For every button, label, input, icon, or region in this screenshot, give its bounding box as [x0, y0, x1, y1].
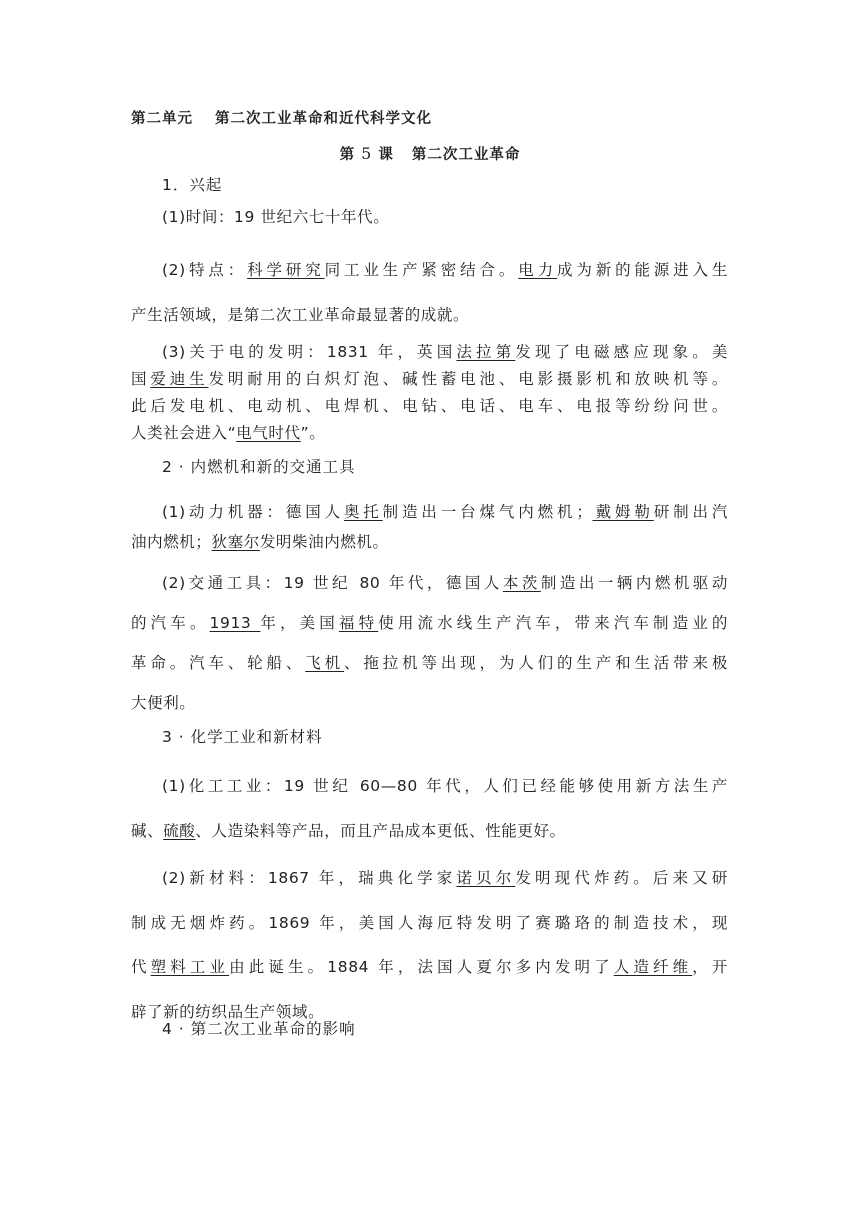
- section-heading-engine: 2 · 内燃机和新的交通工具: [162, 458, 356, 476]
- answer-blank: 飞机: [305, 654, 344, 672]
- paragraph-transport: (2)交通工具：19 世纪 80 年代，德国人本茨制造出一辆内燃机驱动 的汽车。1913 年，美国福特使用流水线生产汽车，带来汽车制造业的 革命。汽车、轮船、飞机、拖拉机等出现，为人们的生产和生活带来极 大便利。: [131, 574, 728, 712]
- section-heading-rise: 1．兴起: [162, 176, 223, 194]
- answer-blank: 人造纤维: [613, 958, 693, 976]
- answer-blank: 狄塞尔: [211, 533, 260, 551]
- paragraph-time: (1)时间：19 世纪六七十年代。: [162, 208, 390, 226]
- answer-blank: 硫酸: [163, 822, 196, 840]
- answer-blank: 福特: [338, 614, 379, 632]
- answer-blank: 电气时代: [236, 424, 301, 442]
- answer-blank: 电力: [518, 261, 557, 279]
- lesson-name: 第二次工业革命: [411, 147, 521, 163]
- paragraph-power-machines: (1)动力机器：德国人奥托制造出一台煤气内燃机；戴姆勒研制出汽 油内燃机；狄塞尔发明柴油内燃机。: [131, 503, 728, 551]
- section-heading-chemistry: 3 · 化学工业和新材料: [162, 728, 323, 746]
- unit-name: 第二次工业革命和近代科学文化: [215, 111, 432, 127]
- paragraph-chemical-industry: (1)化工工业：19 世纪 60—80 年代，人们已经能够使用新方法生产 碱、硫酸、人造染料等产品，而且产品成本更低、性能更好。: [131, 777, 728, 840]
- paragraph-features: (2)特点：科学研究同工业生产紧密结合。电力成为新的能源进入生 产生活领域，是第二次工业革命最显著的成就。: [131, 261, 729, 324]
- answer-blank: 本茨: [502, 574, 541, 592]
- answer-blank: 诺贝尔: [456, 869, 516, 887]
- lesson-suffix: 课: [378, 147, 394, 163]
- lesson-title: [0, 143, 860, 164]
- answer-blank: 塑料工业: [150, 958, 230, 976]
- answer-blank: 爱迪生: [150, 370, 209, 388]
- section-heading-impact: 4 · 第二次工业革命的影响: [162, 1020, 356, 1038]
- answer-blank: 奥托: [343, 503, 383, 521]
- unit-number: 第二单元: [131, 111, 193, 127]
- paragraph-new-materials: (2)新材料：1867 年，瑞典化学家诺贝尔发明现代炸药。后来又研 制成无烟炸药。1869 年，美国人海厄特发明了赛璐珞的制造技术，现 代塑料工业由此诞生。1884 年，法国人夏尔多内发明了人造纤维，开 辟了新的纺织品生产领域。: [131, 869, 728, 1021]
- answer-blank: 科学研究: [247, 261, 325, 279]
- lesson-number: 5: [361, 144, 373, 163]
- answer-blank: 法拉第: [456, 343, 516, 361]
- paragraph-electricity: (3)关于电的发明：1831 年，英国法拉第发现了电磁感应现象。美 国爱迪生发明耐用的白炽灯泡、碱性蓄电池、电影摄影机和放映机等。 此后发电机、电动机、电焊机、电钻、电话、电车、电报等纷纷问世。 人类社会进入“电气时代”。: [131, 343, 728, 442]
- lesson-prefix: 第: [339, 147, 356, 163]
- answer-blank: 1913: [209, 614, 261, 632]
- answer-blank: 戴姆勒: [592, 503, 654, 521]
- unit-title: [131, 107, 432, 128]
